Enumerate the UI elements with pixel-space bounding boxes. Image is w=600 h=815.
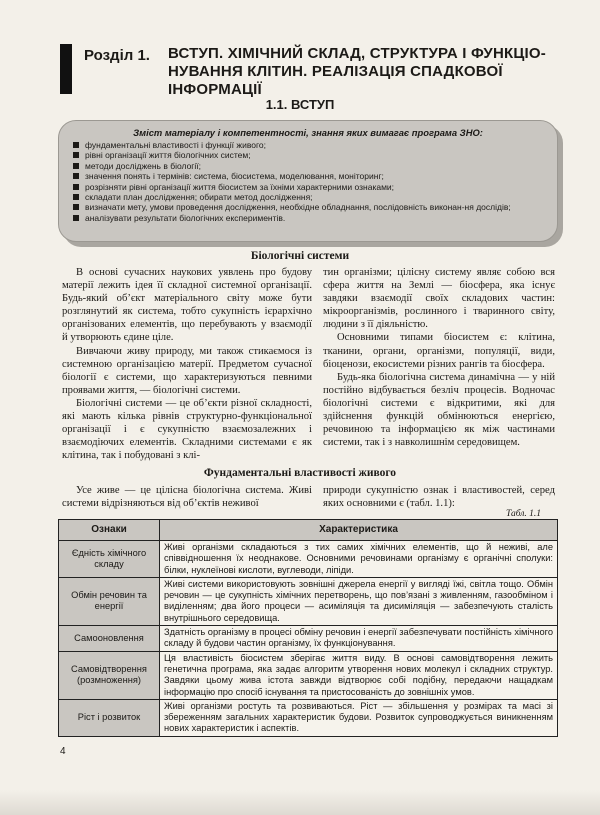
paragraph: Основними типами біосистем є: клітина, тканини, органи, організми, популяції, види, біоценози, екосистеми різних рангів та біосфера. [323, 332, 555, 370]
properties-table [58, 519, 558, 737]
zno-requirements-box [58, 120, 558, 242]
table-row [59, 541, 558, 578]
paragraph: Будь-яка біологічна система динамічна — у ній постійно відбувається безліч процесів. Водночас біологічні системи є відкритими, які для здійснення функцій обмінюються енергією, речовиною та інформацією як між частинами системи, так і з навколишнім середовищем. [323, 371, 555, 449]
table-row [59, 699, 558, 736]
paragraph: В основі сучасних наукових уявлень про будову матерії лежить ідея її складної системної організації. Будь-який об’єкт матеріального світу може бути розглянутий як система, тобто сукупність ієрархічно організованих елементів, що перебувають у взаємодії й утворюють єдине ціле. [62, 267, 312, 344]
column-header-signs: Ознаки [59, 520, 160, 541]
square-bullet-icon [73, 152, 79, 158]
zno-list [73, 140, 543, 223]
table-cell-description: Живі системи використовують зовнішні джерела енергії у вигляді їжі, світла тощо. Обмін речовин — це сукупність хімічних перетворень, що пов’язані з живленням, газообміном і виділенням; два його процеси — асиміляція та дисиміляція — забезпечують сталість внутрішнього середовища. [160, 577, 558, 625]
page-number: 4 [60, 746, 66, 757]
table-cell-sign: Самооновлення [59, 626, 160, 652]
square-bullet-icon [73, 173, 79, 179]
bio-systems-left-column [62, 266, 312, 462]
table-header-row [59, 520, 558, 541]
paragraph: Біологічні системи — це об’єкти різної складності, які мають кілька рівнів структурно-функціональної організації і є сукупністю взаємозалежних і взаємодіючих елементів. Складними системами є як клітина, так і побудовані з клі- [62, 397, 312, 462]
table-cell-description: Живі організми ростуть та розвиваються. Ріст — збільшення у розмірах та масі зі збереженням загальних характеристик будови. Розвиток супроводжується виникненням нових характеристик і аспектів. [160, 699, 558, 736]
table-cell-description: Ця властивість біосистем зберігає життя виду. В основі самовідтворення лежить генетична програма, яка задає алгоритм утворення нових молекул і складних структур. Завдяки цьому жива істота завжди відтворює собі подібну, передаючи нащадкам інформацію про спосіб існування та пристосованість до зовнішніх умов. [160, 651, 558, 699]
paragraph: природи сукупністю ознак і властивостей, серед яких основними є (табл. 1.1): [323, 485, 555, 510]
column-header-characteristic: Характеристика [160, 520, 558, 541]
list-item: фундаментальні властивості і функції живого; [73, 140, 543, 150]
bio-systems-right-column [323, 266, 555, 449]
table-label: Табл. 1.1 [506, 509, 541, 519]
fundamental-right-column [323, 484, 555, 510]
table-row [59, 577, 558, 625]
square-bullet-icon [73, 194, 79, 200]
square-bullet-icon [73, 204, 79, 210]
table-cell-description: Живі організми складаються з тих самих хімічних елементів, що й неживі, але співвідношення їх неоднакове. Основними речовинами організму є органічні сполуки: білки, нуклеїнові кислоти, вуглеводи, ліпіди. [160, 541, 558, 578]
square-bullet-icon [73, 142, 79, 148]
square-bullet-icon [73, 184, 79, 190]
list-item: аналізувати результати біологічних експериментів. [73, 213, 543, 223]
list-item: складати план дослідження; обирати метод дослідження; [73, 192, 543, 202]
page-bottom-edge [0, 790, 600, 815]
list-item: розрізняти рівні організації життя біосистем за їхніми характерними ознаками; [73, 182, 543, 192]
table-cell-sign: Обмін речовин та енергії [59, 577, 160, 625]
table-cell-sign: Самовідтворення (розмноження) [59, 651, 160, 699]
table-cell-sign: Ріст і розвиток [59, 699, 160, 736]
square-bullet-icon [73, 215, 79, 221]
square-bullet-icon [73, 163, 79, 169]
paragraph: Вивчаючи живу природу, ми також стикаємося із системною організацією матерії. Предметом сучасної біології є системи, що характеризуються певними проявами життя, — біологічні системи. [62, 345, 312, 396]
chapter-label: Розділ 1. [84, 47, 150, 64]
bio-systems-heading: Біологічні системи [250, 250, 350, 262]
fundamental-properties-heading: Фундаментальні властивості живого [203, 467, 397, 479]
chapter-title: ВСТУП. ХІМІЧНИЙ СКЛАД, СТРУКТУРА І ФУНКЦІО-НУВАННЯ КЛІТИН. РЕАЛІЗАЦІЯ СПАДКОВОЇ ІНФОРМАЦІЇ [168, 45, 546, 98]
paragraph: Усе живе — це цілісна біологічна система. Живі системи відрізняються від об’єктів неживої [62, 485, 312, 510]
list-item: визначати мету, умови проведення дослідження, необхідне обладнання, послідовність виконан-ня дослідів; [73, 202, 543, 212]
zno-box-title: Зміст матеріалу і компетентності, знання яких вимагає програма ЗНО: [133, 127, 483, 138]
list-item: значення понять і термінів: система, біосистема, моделювання, моніторинг; [73, 171, 543, 181]
table-cell-sign: Єдність хімічного складу [59, 541, 160, 578]
list-item: методи досліджень в біології; [73, 161, 543, 171]
chapter-marker-bar [60, 44, 72, 94]
list-item: рівні організації життя біологічних систем; [73, 150, 543, 160]
paragraph: тин організми; цілісну систему являє собою вся сфера життя на Землі — біосфера, яка існує завдяки взаємодії своїх складових частин: мікроорганізмів, рослинного і тваринного світу, людини з її діяльністю. [323, 267, 555, 331]
fundamental-left-column [62, 484, 312, 510]
table-row [59, 626, 558, 652]
section-title: 1.1. ВСТУП [265, 97, 335, 112]
table-row [59, 651, 558, 699]
table-cell-description: Здатність організму в процесі обміну речовин і енергії забезпечувати постійність хімічного складу й будови частин організму, їх функціонування. [160, 626, 558, 652]
